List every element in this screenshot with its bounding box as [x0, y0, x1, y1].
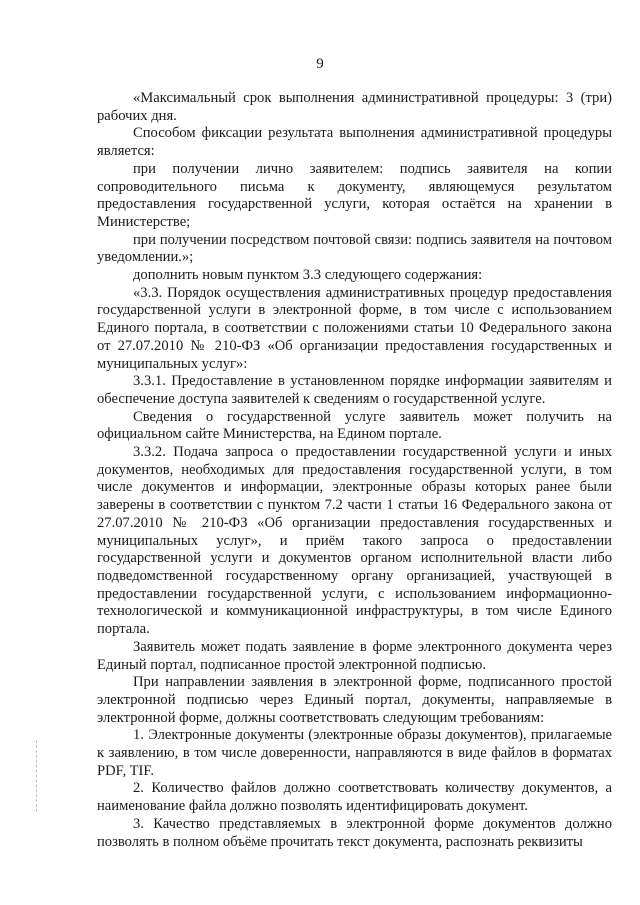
- paragraph-section-3-3-1: 3.3.1. Предоставление в установленном порядке информации заявителям и обеспечение доступа заявителей к сведениям о государственной услуге.: [97, 373, 612, 407]
- paragraph-section-3-3-2: 3.3.2. Подача запроса о предоставлении государственной услуги и иных документов, необходимых для предоставления государственной услуги, в том числе документов и информации, электронные образы которых ранее были заверены в соответствии с пунктом 7.2 части 1 статьи 16 Федерального закона от 27.07.2010 № 210-ФЗ «Об организации предоставления государственных и муниципальных услуг», и приём такого запроса о предоставлении государственной услуги и документов органом исполнительной власти либо подведомственной государственному органу организацией, участвующей в предоставлении государственной услуги, с использованием информационно-технологической и коммуникационной инфраструктуры, в том числе Единого портала.: [97, 444, 612, 638]
- page-number: 9: [316, 56, 324, 72]
- paragraph-applicant-submit: Заявитель может подать заявление в форме электронного документа через Единый портал, подписанное простой электронной подписью.: [97, 638, 612, 673]
- paragraph-fixation-method: Способом фиксации результата выполнения административной процедуры является:: [97, 125, 612, 160]
- paragraph-add-point: дополнить новым пунктом 3.3 следующего содержания:: [133, 267, 483, 284]
- paragraph-info-sources: Сведения о государственной услуге заявитель может получить на официальном сайте Министерства, на Едином портале.: [97, 408, 612, 443]
- paragraph-requirements-intro: При направлении заявления в электронной форме, подписанного простой электронной подписью через Единый портал, документы, направляемые в электронной форме, должны соответствовать следующим требованиям:: [97, 674, 612, 726]
- paragraph-max-term: «Максимальный срок выполнения административной процедуры: 3 (три) рабочих дня.: [97, 90, 612, 124]
- paragraph-requirement-1: 1. Электронные документы (электронные образы документов), прилагаемые к заявлению, в том числе доверенности, направляются в виде файлов в форматах PDF, TIF.: [97, 727, 612, 779]
- paragraph-requirement-2: 2. Количество файлов должно соответствовать количеству документов, а наименование файла должно позволять идентифицировать документ.: [97, 780, 612, 815]
- paragraph-section-3-3: «3.3. Порядок осуществления административных процедур предоставления государственной услуги в электронной форме, в том числе с использованием Единого портала, в соответствии с положениями статьи 10 Федерального закона от 27.07.2010 № 210-ФЗ «Об организации предоставления государственных и муниципальных услуг»:: [97, 284, 612, 372]
- paragraph-requirement-3: 3. Качество представляемых в электронной форме документов должно позволять в полном объёме прочитать текст документа, распознать реквизиты: [97, 815, 612, 850]
- paragraph-personal-receipt: при получении лично заявителем: подпись заявителя на копии сопроводительного письма к документу, являющемуся результатом предоставления государственной услуги, которая остаётся на хранении в Министерстве;: [97, 160, 612, 230]
- scan-margin-mark: [36, 740, 40, 812]
- paragraph-postal-receipt: при получении посредством почтовой связи: подпись заявителя на почтовом уведомлении.»;: [97, 231, 612, 266]
- document-body: [97, 90, 612, 851]
